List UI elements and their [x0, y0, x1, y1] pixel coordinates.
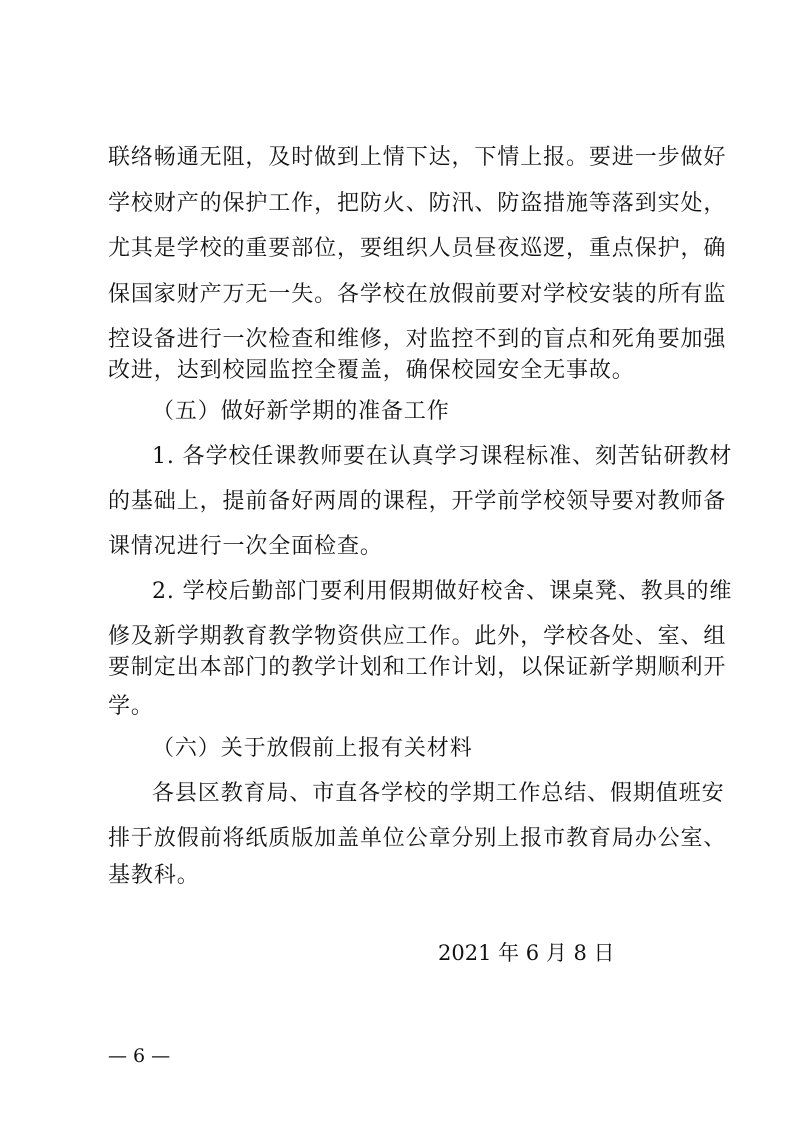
page-number: — 6 —	[108, 1045, 171, 1067]
document-date: 2021 年 6 月 8 日	[438, 941, 615, 965]
body-line: 学校财产的保护工作，把防火、防汛、防盗措施等落到实处，	[108, 191, 727, 216]
body-line: 改进，达到校园监控全覆盖，确保校园安全无事故。	[108, 358, 635, 383]
body-line: 控设备进行一次检查和维修，对监控不到的盲点和死角要加强	[108, 327, 727, 352]
section-heading-five: （五）做好新学期的准备工作	[152, 399, 450, 424]
body-line: 排于放假前将纸质版加盖单位公章分别上报市教育局办公室、	[108, 826, 727, 851]
section-heading-six: （六）关于放假前上报有关材料	[152, 736, 473, 761]
body-line: 课情况进行一次全面检查。	[108, 534, 383, 559]
body-line: 要制定出本部门的教学计划和工作计划，以保证新学期顺利开	[108, 655, 727, 680]
body-line: 2. 学校后勤部门要利用假期做好校舍、课桌凳、教具的维	[152, 579, 733, 604]
body-line: 学。	[108, 694, 154, 719]
body-line: 1. 各学校任课教师要在认真学习课程标准、刻苦钻研教材	[152, 444, 733, 469]
body-line: 保国家财产万无一失。各学校在放假前要对学校安装的所有监	[108, 282, 727, 307]
body-line: 尤其是学校的重要部位，要组织人员昼夜巡逻，重点保护，确	[108, 236, 727, 261]
body-line: 各县区教育局、市直各学校的学期工作总结、假期值班安	[152, 781, 725, 806]
body-line: 联络畅通无阻，及时做到上情下达，下情上报。要进一步做好	[108, 145, 727, 170]
body-line: 基教科。	[108, 863, 200, 888]
body-line: 的基础上，提前备好两周的课程，开学前学校领导要对教师备	[108, 489, 727, 514]
body-line: 修及新学期教育教学物资供应工作。此外，学校各处、室、组	[108, 624, 727, 649]
